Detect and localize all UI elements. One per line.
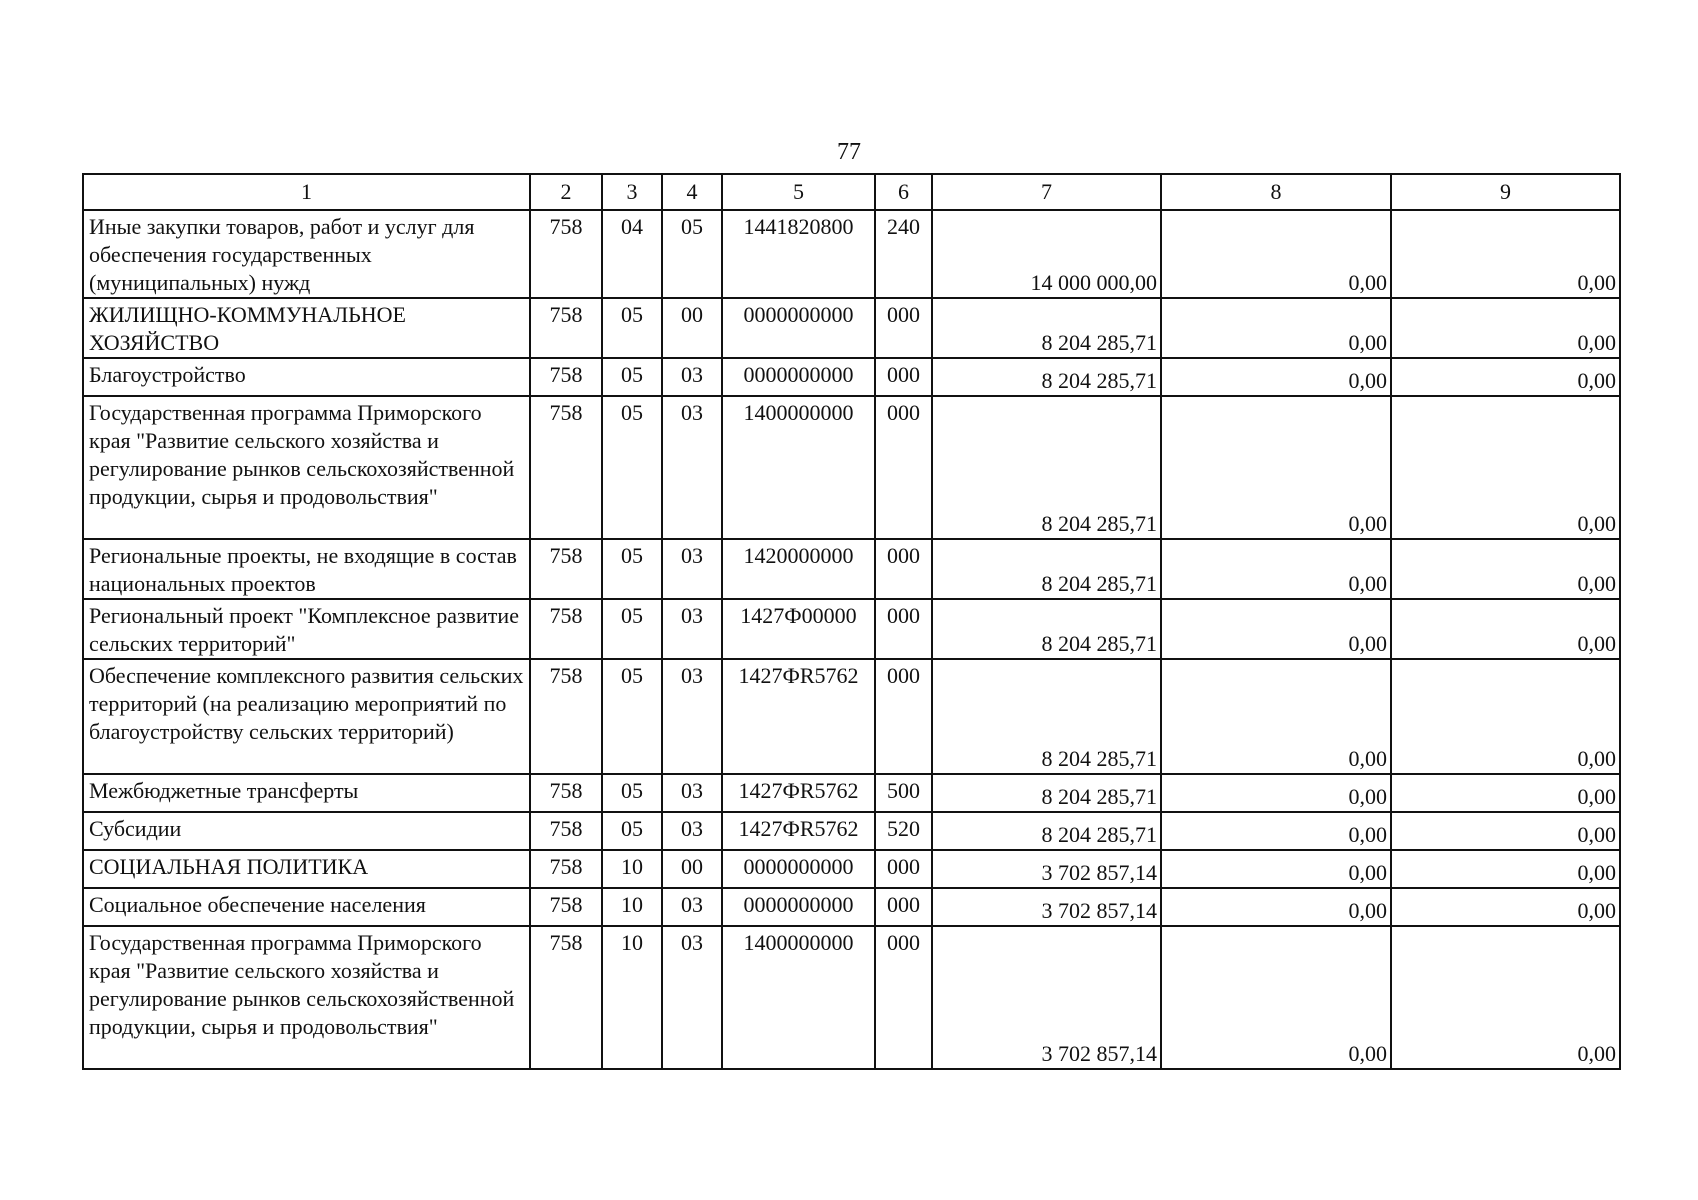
amount-cell: 0,00	[1161, 888, 1391, 926]
code-cell: 520	[875, 812, 932, 850]
column-header: 3	[602, 174, 662, 210]
code-cell: 758	[530, 659, 602, 774]
code-cell: 03	[662, 774, 722, 812]
code-cell: 03	[662, 599, 722, 659]
amount-cell: 8 204 285,71	[932, 599, 1161, 659]
page-number: 77	[837, 139, 861, 165]
row-name-cell: Государственная программа Приморского края "Развитие сельского хозяйства и регулирование рынков сельскохозяйственной продукции, сырья и продовольствия"	[83, 396, 530, 539]
column-header: 4	[662, 174, 722, 210]
column-header: 7	[932, 174, 1161, 210]
code-cell: 1427Ф00000	[722, 599, 875, 659]
row-name-cell: Субсидии	[83, 812, 530, 850]
code-cell: 03	[662, 396, 722, 539]
code-cell: 05	[662, 210, 722, 298]
column-header: 2	[530, 174, 602, 210]
column-header: 1	[83, 174, 530, 210]
amount-cell: 0,00	[1161, 298, 1391, 358]
code-cell: 0000000000	[722, 358, 875, 396]
amount-cell: 3 702 857,14	[932, 926, 1161, 1069]
amount-cell: 0,00	[1161, 210, 1391, 298]
code-cell: 03	[662, 358, 722, 396]
code-cell: 0000000000	[722, 850, 875, 888]
column-header: 5	[722, 174, 875, 210]
code-cell: 1427ФR5762	[722, 812, 875, 850]
amount-cell: 8 204 285,71	[932, 774, 1161, 812]
row-name-cell: Государственная программа Приморского края "Развитие сельского хозяйства и регулирование рынков сельскохозяйственной продукции, сырья и продовольствия"	[83, 926, 530, 1069]
amount-cell: 0,00	[1391, 774, 1620, 812]
amount-cell: 0,00	[1391, 659, 1620, 774]
code-cell: 1427ФR5762	[722, 659, 875, 774]
amount-cell: 0,00	[1161, 599, 1391, 659]
column-header: 9	[1391, 174, 1620, 210]
code-cell: 10	[602, 926, 662, 1069]
row-name-cell: ЖИЛИЩНО-КОММУНАЛЬНОЕ ХОЗЯЙСТВО	[83, 298, 530, 358]
table-row	[83, 850, 1620, 888]
amount-cell: 8 204 285,71	[932, 812, 1161, 850]
code-cell: 758	[530, 850, 602, 888]
code-cell: 758	[530, 926, 602, 1069]
amount-cell: 0,00	[1161, 358, 1391, 396]
amount-cell: 8 204 285,71	[932, 396, 1161, 539]
code-cell: 1400000000	[722, 396, 875, 539]
code-cell: 05	[602, 774, 662, 812]
code-cell: 04	[602, 210, 662, 298]
amount-cell: 8 204 285,71	[932, 298, 1161, 358]
table-row	[83, 599, 1620, 659]
code-cell: 000	[875, 539, 932, 599]
code-cell: 10	[602, 888, 662, 926]
amount-cell: 0,00	[1391, 539, 1620, 599]
code-cell: 758	[530, 888, 602, 926]
row-name-cell: Региональные проекты, не входящие в состав национальных проектов	[83, 539, 530, 599]
code-cell: 05	[602, 659, 662, 774]
amount-cell: 0,00	[1391, 396, 1620, 539]
amount-cell: 0,00	[1391, 210, 1620, 298]
amount-cell: 0,00	[1391, 599, 1620, 659]
code-cell: 03	[662, 539, 722, 599]
code-cell: 000	[875, 298, 932, 358]
amount-cell: 0,00	[1161, 396, 1391, 539]
amount-cell: 0,00	[1161, 774, 1391, 812]
budget-table	[82, 173, 1621, 1070]
amount-cell: 3 702 857,14	[932, 850, 1161, 888]
table-row	[83, 539, 1620, 599]
code-cell: 000	[875, 659, 932, 774]
code-cell: 758	[530, 599, 602, 659]
amount-cell: 0,00	[1391, 888, 1620, 926]
table-row	[83, 659, 1620, 774]
code-cell: 00	[662, 298, 722, 358]
code-cell: 000	[875, 358, 932, 396]
amount-cell: 0,00	[1391, 926, 1620, 1069]
amount-cell: 0,00	[1161, 659, 1391, 774]
amount-cell: 0,00	[1391, 850, 1620, 888]
code-cell: 03	[662, 926, 722, 1069]
amount-cell: 0,00	[1161, 812, 1391, 850]
table-row	[83, 396, 1620, 539]
amount-cell: 8 204 285,71	[932, 539, 1161, 599]
amount-cell: 0,00	[1161, 850, 1391, 888]
code-cell: 00	[662, 850, 722, 888]
table-row	[83, 926, 1620, 1069]
code-cell: 05	[602, 539, 662, 599]
amount-cell: 0,00	[1391, 358, 1620, 396]
column-header: 6	[875, 174, 932, 210]
code-cell: 500	[875, 774, 932, 812]
code-cell: 1427ФR5762	[722, 774, 875, 812]
code-cell: 000	[875, 396, 932, 539]
code-cell: 1400000000	[722, 926, 875, 1069]
code-cell: 05	[602, 599, 662, 659]
row-name-cell: Межбюджетные трансферты	[83, 774, 530, 812]
code-cell: 758	[530, 298, 602, 358]
code-cell: 0000000000	[722, 888, 875, 926]
amount-cell: 0,00	[1391, 298, 1620, 358]
code-cell: 05	[602, 812, 662, 850]
code-cell: 05	[602, 298, 662, 358]
code-cell: 03	[662, 659, 722, 774]
column-header: 8	[1161, 174, 1391, 210]
code-cell: 0000000000	[722, 298, 875, 358]
amount-cell: 0,00	[1391, 812, 1620, 850]
code-cell: 03	[662, 888, 722, 926]
table-row	[83, 358, 1620, 396]
amount-cell: 8 204 285,71	[932, 358, 1161, 396]
code-cell: 758	[530, 812, 602, 850]
amount-cell: 14 000 000,00	[932, 210, 1161, 298]
code-cell: 758	[530, 396, 602, 539]
code-cell: 758	[530, 358, 602, 396]
row-name-cell: Социальное обеспечение населения	[83, 888, 530, 926]
table-row	[83, 298, 1620, 358]
code-cell: 1441820800	[722, 210, 875, 298]
code-cell: 000	[875, 599, 932, 659]
table-row	[83, 812, 1620, 850]
row-name-cell: Обеспечение комплексного развития сельских территорий (на реализацию мероприятий по благоустройству сельских территорий)	[83, 659, 530, 774]
code-cell: 03	[662, 812, 722, 850]
code-cell: 758	[530, 210, 602, 298]
code-cell: 758	[530, 539, 602, 599]
row-name-cell: Региональный проект "Комплексное развитие сельских территорий"	[83, 599, 530, 659]
code-cell: 240	[875, 210, 932, 298]
amount-cell: 0,00	[1161, 539, 1391, 599]
row-name-cell: Благоустройство	[83, 358, 530, 396]
code-cell: 758	[530, 774, 602, 812]
code-cell: 000	[875, 926, 932, 1069]
code-cell: 000	[875, 888, 932, 926]
code-cell: 1420000000	[722, 539, 875, 599]
amount-cell: 3 702 857,14	[932, 888, 1161, 926]
table-row	[83, 888, 1620, 926]
code-cell: 05	[602, 358, 662, 396]
row-name-cell: СОЦИАЛЬНАЯ ПОЛИТИКА	[83, 850, 530, 888]
table-row	[83, 210, 1620, 298]
code-cell: 05	[602, 396, 662, 539]
amount-cell: 8 204 285,71	[932, 659, 1161, 774]
table-header-row	[83, 174, 1620, 210]
code-cell: 000	[875, 850, 932, 888]
table-row	[83, 774, 1620, 812]
code-cell: 10	[602, 850, 662, 888]
amount-cell: 0,00	[1161, 926, 1391, 1069]
row-name-cell: Иные закупки товаров, работ и услуг для обеспечения государственных (муниципальных) нужд	[83, 210, 530, 298]
